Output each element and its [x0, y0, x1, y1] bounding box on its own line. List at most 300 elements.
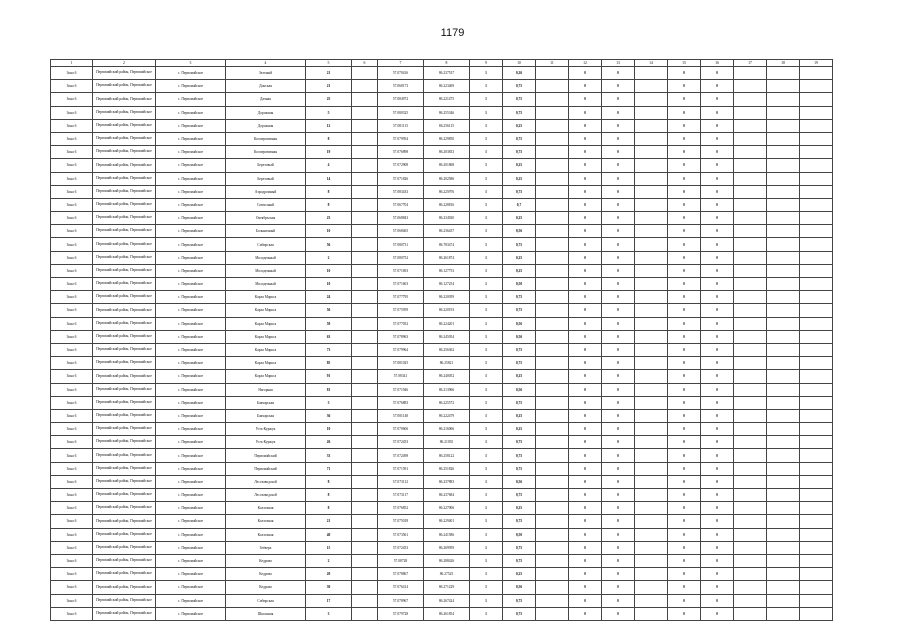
table-cell: 57.068173 [378, 80, 424, 93]
table-cell: 1 [470, 449, 503, 462]
table-cell: Зона 6 [51, 462, 93, 475]
table-cell [734, 370, 767, 383]
table-cell [352, 568, 378, 581]
table-cell [767, 449, 800, 462]
table-cell [352, 251, 378, 264]
table-cell: 0,75 [503, 291, 536, 304]
table-cell: Первомайский [226, 462, 306, 475]
table-cell: Зона 6 [51, 528, 93, 541]
table-cell: Первомайский район, Первомайское [93, 357, 156, 370]
table-cell: 57.079728 [378, 607, 424, 620]
table-cell: 21 [306, 80, 352, 93]
table-cell [635, 93, 668, 106]
table-cell [767, 80, 800, 93]
column-header-12: 12 [569, 60, 602, 67]
table-cell: 0 [701, 159, 734, 172]
table-cell: с. Первомайское [156, 330, 226, 343]
table-cell: Карла Маркса [226, 330, 306, 343]
table-cell [767, 528, 800, 541]
table-cell [536, 185, 569, 198]
table-cell: Зона 6 [51, 198, 93, 211]
table-cell [635, 304, 668, 317]
table-cell: 57.072498 [378, 449, 424, 462]
table-cell: 0 [701, 515, 734, 528]
table-cell: Зона 6 [51, 554, 93, 567]
table-cell: 86.237684 [424, 489, 470, 502]
table-cell: с. Первомайское [156, 607, 226, 620]
table-cell [352, 436, 378, 449]
table-cell [734, 238, 767, 251]
table-cell: 86.245054 [424, 330, 470, 343]
table-cell [352, 304, 378, 317]
table-cell [800, 396, 833, 409]
table-row [51, 251, 833, 264]
table-cell: 0 [701, 594, 734, 607]
table-cell: 21 [306, 67, 352, 80]
table-cell [536, 528, 569, 541]
table-cell: 86.261874 [424, 251, 470, 264]
table-cell: 1 [470, 132, 503, 145]
column-header-4: 4 [226, 60, 306, 67]
table-cell: 0 [569, 370, 602, 383]
table-cell [352, 449, 378, 462]
table-cell: 0,25 [503, 502, 536, 515]
table-cell: 57.075018 [378, 515, 424, 528]
table-cell: 1 [470, 357, 503, 370]
table-cell: Зона 6 [51, 568, 93, 581]
table-cell [767, 568, 800, 581]
table-body [51, 67, 833, 621]
table-cell [352, 423, 378, 436]
table-cell [767, 489, 800, 502]
table-cell: 57.077052 [378, 317, 424, 330]
column-header-14: 14 [635, 60, 668, 67]
table-cell [800, 225, 833, 238]
table-row [51, 396, 833, 409]
table-cell: с. Первомайское [156, 212, 226, 225]
table-cell: 86.25821 [424, 357, 470, 370]
table-cell [635, 317, 668, 330]
table-cell [635, 475, 668, 488]
table-row [51, 238, 833, 251]
table-cell: 86.251826 [424, 462, 470, 475]
table-cell [536, 146, 569, 159]
column-header-1: 1 [51, 60, 93, 67]
table-cell [536, 212, 569, 225]
table-cell [635, 594, 668, 607]
table-cell: 0 [668, 172, 701, 185]
table-cell: Октябрьская [226, 212, 306, 225]
table-cell: Первомайский район, Первомайское [93, 343, 156, 356]
table-cell [536, 80, 569, 93]
table-cell: 1 [470, 185, 503, 198]
table-cell [800, 198, 833, 211]
table-cell [635, 449, 668, 462]
table-cell [767, 409, 800, 422]
table-cell [536, 357, 569, 370]
table-cell [352, 541, 378, 554]
table-cell: 0,56 [503, 330, 536, 343]
table-cell: 0,7 [503, 198, 536, 211]
table-cell: 57.079964 [378, 343, 424, 356]
table-cell [352, 489, 378, 502]
table-cell: с. Первомайское [156, 264, 226, 277]
table-cell: 0 [668, 80, 701, 93]
table-cell: 0,25 [503, 212, 536, 225]
table-cell [635, 106, 668, 119]
table-cell: Молодежный [226, 264, 306, 277]
table-cell [635, 119, 668, 132]
table-cell: 86.220059 [424, 291, 470, 304]
table-cell: 57.071603 [378, 278, 424, 291]
table-cell: 0 [569, 581, 602, 594]
table-cell [767, 502, 800, 515]
table-cell [635, 330, 668, 343]
column-header-9: 9 [470, 60, 503, 67]
table-row [51, 383, 833, 396]
table-cell: 0,75 [503, 462, 536, 475]
table-cell: Зона 6 [51, 383, 93, 396]
table-cell [352, 93, 378, 106]
table-cell: с. Первомайское [156, 541, 226, 554]
table-cell: 0 [701, 343, 734, 356]
table-cell [635, 541, 668, 554]
table-cell [635, 67, 668, 80]
table-cell: 1 [470, 489, 503, 502]
table-cell [767, 541, 800, 554]
table-cell: 0 [569, 317, 602, 330]
table-cell: с. Первомайское [156, 436, 226, 449]
table-cell: 0 [668, 462, 701, 475]
table-cell: 0 [602, 146, 635, 159]
table-cell: 1 [470, 383, 503, 396]
table-cell: Зона 6 [51, 225, 93, 238]
table-cell: 2 [306, 554, 352, 567]
table-cell: 10 [306, 423, 352, 436]
table-cell: 0 [668, 370, 701, 383]
table-cell [635, 581, 668, 594]
table-cell [800, 343, 833, 356]
table-cell: с. Первомайское [156, 396, 226, 409]
table-cell [536, 515, 569, 528]
table-cell: Первомайский район, Первомайское [93, 159, 156, 172]
table-cell [352, 159, 378, 172]
table-cell [352, 528, 378, 541]
table-cell: 0 [602, 93, 635, 106]
table-cell: 57.073117 [378, 489, 424, 502]
table-cell: 0 [701, 449, 734, 462]
table-cell [800, 291, 833, 304]
table-cell: Первомайский район, Первомайское [93, 106, 156, 119]
table-cell: 0,75 [503, 93, 536, 106]
table-cell: 1 [470, 119, 503, 132]
table-cell: с. Первомайское [156, 357, 226, 370]
table-row [51, 594, 833, 607]
table-cell: 57.08728 [378, 554, 424, 567]
table-cell: 0,25 [503, 159, 536, 172]
table-cell: 0 [701, 462, 734, 475]
table-row [51, 568, 833, 581]
table-cell: 57.084972 [378, 93, 424, 106]
table-cell: 57.072453 [378, 541, 424, 554]
table-cell [734, 251, 767, 264]
table-cell: с. Первомайское [156, 172, 226, 185]
table-cell [352, 80, 378, 93]
table-cell [734, 291, 767, 304]
table-cell [352, 330, 378, 343]
table-cell: 0 [602, 67, 635, 80]
table-cell: Первомайский район, Первомайское [93, 146, 156, 159]
table-cell: 1 [470, 330, 503, 343]
page-number: 1179 [440, 27, 465, 39]
table-cell: Зона 6 [51, 436, 93, 449]
table-cell: 0 [701, 146, 734, 159]
table-cell: 0 [569, 409, 602, 422]
table-cell: 86.271229 [424, 581, 470, 594]
table-cell: 86.127254 [424, 278, 470, 291]
table-row [51, 449, 833, 462]
table-cell: 0 [701, 317, 734, 330]
table-cell [536, 409, 569, 422]
table-cell: 1 [470, 212, 503, 225]
table-cell: Больничный [226, 225, 306, 238]
table-cell: 1 [470, 528, 503, 541]
table-cell: Первомайский район, Первомайское [93, 80, 156, 93]
table-cell: 0 [569, 278, 602, 291]
table-cell: 1 [470, 67, 503, 80]
table-cell [635, 146, 668, 159]
table-cell: 33 [306, 449, 352, 462]
table-cell: Карла Маркса [226, 370, 306, 383]
table-cell [767, 291, 800, 304]
table-cell: 86.223469 [424, 80, 470, 93]
table-cell: 86.27525 [424, 568, 470, 581]
table-cell [536, 475, 569, 488]
table-cell: 0,75 [503, 238, 536, 251]
table-cell: Первомайский район, Первомайское [93, 462, 156, 475]
table-cell [536, 291, 569, 304]
table-cell [734, 264, 767, 277]
table-cell: Первомайский район, Первомайское [93, 317, 156, 330]
table-cell [536, 449, 569, 462]
table-cell: Первомайский район, Первомайское [93, 278, 156, 291]
table-cell: Зона 6 [51, 106, 93, 119]
table-cell: Зона 6 [51, 581, 93, 594]
table-row [51, 528, 833, 541]
table-cell: 0 [569, 172, 602, 185]
table-cell: Первомайский район, Первомайское [93, 409, 156, 422]
table-cell [800, 581, 833, 594]
table-cell: 0 [701, 330, 734, 343]
table-row [51, 106, 833, 119]
table-cell: Карла Маркса [226, 317, 306, 330]
table-cell: 0 [701, 489, 734, 502]
table-row [51, 541, 833, 554]
table-cell: Зона 6 [51, 304, 93, 317]
table-cell: 86.256115 [424, 119, 470, 132]
table-cell: 1 [470, 80, 503, 93]
table-cell [734, 462, 767, 475]
table-cell [767, 106, 800, 119]
table-cell: 57.070416 [378, 67, 424, 80]
table-cell: 57.071946 [378, 383, 424, 396]
table-cell: 0 [569, 449, 602, 462]
table-cell: 0 [569, 132, 602, 145]
table-cell: Зона 6 [51, 278, 93, 291]
table-cell [734, 278, 767, 291]
table-cell: 0 [602, 541, 635, 554]
table-cell: с. Первомайское [156, 278, 226, 291]
table-cell: 57.076852 [378, 502, 424, 515]
table-cell [734, 343, 767, 356]
table-cell: 0 [701, 383, 734, 396]
table-cell: Зона 6 [51, 370, 93, 383]
table-cell: Зона 6 [51, 449, 93, 462]
table-cell [635, 80, 668, 93]
table-cell: 0,75 [503, 357, 536, 370]
table-cell [635, 212, 668, 225]
table-cell: 0 [602, 251, 635, 264]
table-cell [767, 317, 800, 330]
table-cell: с. Первомайское [156, 119, 226, 132]
table-cell: 0,75 [503, 607, 536, 620]
table-cell: 1 [470, 370, 503, 383]
table-cell: Лесозаводской [226, 475, 306, 488]
table-cell: 0 [569, 264, 602, 277]
table-cell: 57.071826 [378, 172, 424, 185]
table-cell [635, 607, 668, 620]
table-cell: Карла Маркса [226, 357, 306, 370]
table-cell [536, 278, 569, 291]
table-cell [800, 317, 833, 330]
table-cell [635, 343, 668, 356]
table-cell: 1 [470, 607, 503, 620]
table-cell: 0 [668, 554, 701, 567]
table-cell [536, 607, 569, 620]
table-cell: 0 [701, 238, 734, 251]
table-cell: 2 [306, 251, 352, 264]
table-cell: 0 [602, 475, 635, 488]
table-cell [734, 119, 767, 132]
table-cell: Сибирская [226, 238, 306, 251]
table-cell: 1 [470, 594, 503, 607]
table-cell: Дачная [226, 93, 306, 106]
table-cell: 8 [306, 489, 352, 502]
table-cell [352, 238, 378, 251]
table-cell [536, 93, 569, 106]
table-cell: Зона 6 [51, 251, 93, 264]
table-row [51, 475, 833, 488]
table-cell: 1 [470, 475, 503, 488]
table-cell [734, 357, 767, 370]
table-row [51, 93, 833, 106]
table-cell: 0 [569, 554, 602, 567]
table-cell [800, 449, 833, 462]
table-cell: 57.078963 [378, 330, 424, 343]
table-cell: 86.228816 [424, 198, 470, 211]
table-cell [800, 489, 833, 502]
table-cell [635, 409, 668, 422]
table-cell: 86.240052 [424, 370, 470, 383]
table-cell: 1 [470, 251, 503, 264]
table-cell [635, 238, 668, 251]
table-cell: 0 [569, 594, 602, 607]
table-cell: 86.227006 [424, 502, 470, 515]
table-cell [635, 462, 668, 475]
table-row [51, 317, 833, 330]
table-cell: Березовый [226, 172, 306, 185]
table-cell: 0 [602, 370, 635, 383]
table-cell [635, 489, 668, 502]
table-cell [635, 383, 668, 396]
table-cell: 86.234920 [424, 212, 470, 225]
table-cell: 1 [470, 146, 503, 159]
table-cell [800, 80, 833, 93]
table-cell: 0 [602, 119, 635, 132]
table-cell: 1 [470, 423, 503, 436]
table-cell: Первомайский район, Первомайское [93, 396, 156, 409]
table-cell: 0 [701, 423, 734, 436]
table-cell: 0 [569, 436, 602, 449]
column-header-18: 18 [767, 60, 800, 67]
table-cell [767, 185, 800, 198]
table-cell: Колхозная [226, 528, 306, 541]
table-cell: 1 [470, 304, 503, 317]
table-cell: 1 [470, 436, 503, 449]
table-cell: Кооперативная [226, 132, 306, 145]
table-cell: Совхозный [226, 198, 306, 211]
table-cell: 86.229850 [424, 132, 470, 145]
table-cell [734, 383, 767, 396]
table-cell: 0 [602, 502, 635, 515]
table-cell [734, 212, 767, 225]
table-cell [734, 528, 767, 541]
table-cell: с. Первомайское [156, 146, 226, 159]
column-header-8: 8 [424, 60, 470, 67]
table-cell: 0 [701, 528, 734, 541]
table-cell: 1 [470, 278, 503, 291]
table-cell: 57.079954 [378, 132, 424, 145]
table-cell [635, 357, 668, 370]
table-cell: 0 [701, 132, 734, 145]
table-cell [734, 502, 767, 515]
table-cell [352, 106, 378, 119]
table-cell: с. Первомайское [156, 198, 226, 211]
table-cell: 40 [306, 528, 352, 541]
table-cell [352, 343, 378, 356]
table-cell: 0 [602, 436, 635, 449]
table-cell: 86.202586 [424, 172, 470, 185]
table-row [51, 225, 833, 238]
table-cell [767, 198, 800, 211]
table-cell: с. Первомайское [156, 409, 226, 422]
header-row [51, 60, 833, 67]
table-cell [536, 172, 569, 185]
table-row [51, 330, 833, 343]
table-cell: 0 [569, 396, 602, 409]
table-row [51, 264, 833, 277]
table-cell: 0 [668, 489, 701, 502]
table-cell: 0 [701, 436, 734, 449]
table-cell: 57.071591 [378, 462, 424, 475]
table-cell: Кедрова [226, 581, 306, 594]
table-cell: 30 [306, 581, 352, 594]
table-cell: 0 [668, 343, 701, 356]
table-cell: 4 [306, 159, 352, 172]
table-cell [767, 132, 800, 145]
table-row [51, 462, 833, 475]
table-cell: Сибирская [226, 594, 306, 607]
